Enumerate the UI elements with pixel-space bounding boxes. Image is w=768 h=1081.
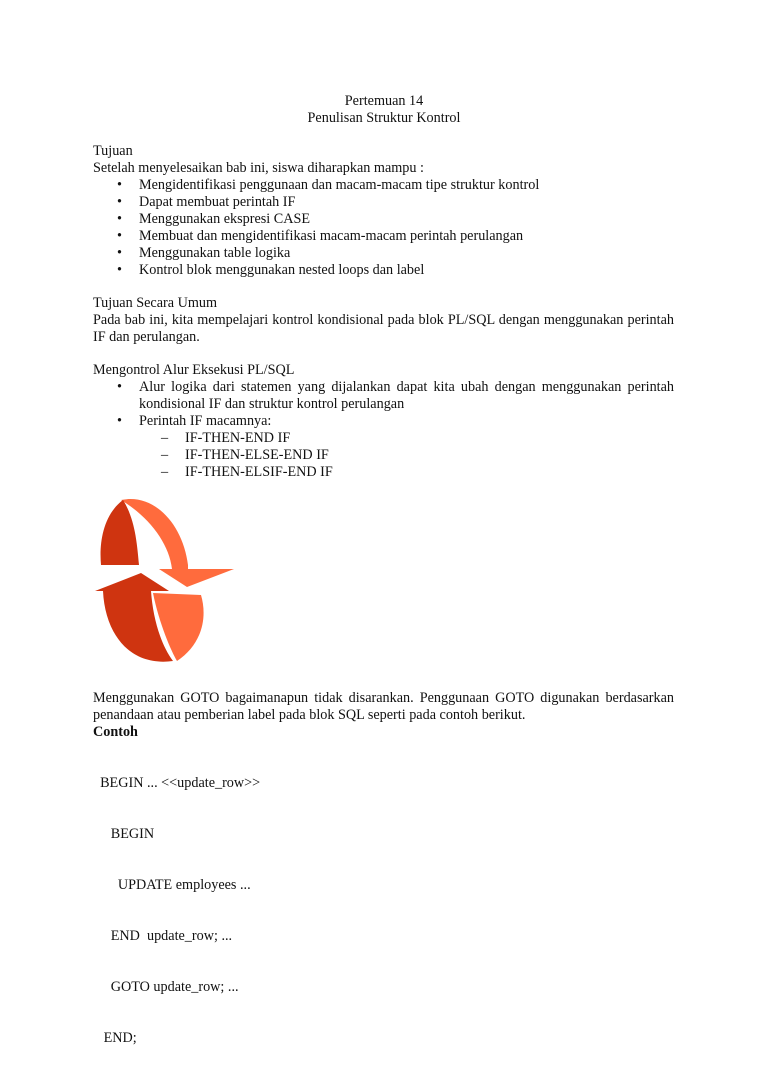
tujuan-umum-text: Pada bab ini, kita mempelajari kontrol kondisional pada blok PL/SQL dengan menggunakan perintah IF dan perulangan.: [93, 312, 674, 345]
list-item: • Menggunakan table logika: [93, 245, 674, 262]
code-line: UPDATE employees ...: [93, 877, 251, 893]
goto-text: Menggunakan GOTO bagaimanapun tidak disarankan. Penggunaan GOTO digunakan berdasarkan penandaan atau pemberian label pada blok SQL seperti pada contoh berikut.: [93, 690, 674, 723]
code-line: END update_row; ...: [93, 928, 233, 944]
section-alur: [93, 362, 674, 481]
tujuan-intro: Setelah menyelesaikan bab ini, siswa diharapkan mampu :: [93, 160, 424, 176]
section-tujuan: [93, 143, 674, 279]
list-item: – IF-THEN-END IF: [93, 430, 674, 447]
section-goto: [93, 690, 674, 741]
circular-arrows-icon: [93, 495, 237, 663]
section-tujuan-umum: [93, 295, 674, 346]
tujuan-umum-heading: Tujuan Secara Umum: [93, 295, 217, 311]
code-example: [93, 741, 260, 1081]
if-types-list: [93, 430, 674, 481]
list-item: • Alur logika dari statemen yang dijalankan dapat kita ubah dengan menggunakan perintah kondisional IF dan struktur kontrol perulangan: [93, 379, 674, 413]
tujuan-heading: Tujuan: [93, 143, 133, 159]
page-title-line2: Penulisan Struktur Kontrol: [307, 110, 461, 126]
list-item: • Perintah IF macamnya:: [93, 413, 674, 430]
code-line: END;: [93, 1030, 137, 1046]
code-line: BEGIN: [93, 826, 155, 842]
contoh-heading: Contoh: [93, 724, 138, 740]
list-item: • Membuat dan mengidentifikasi macam-macam perintah perulangan: [93, 228, 674, 245]
list-item: – IF-THEN-ELSE-END IF: [93, 447, 674, 464]
list-item: • Kontrol blok menggunakan nested loops dan label: [93, 262, 674, 279]
list-item: • Menggunakan ekspresi CASE: [93, 211, 674, 228]
page-title-line1: Pertemuan 14: [344, 93, 424, 109]
code-line: BEGIN ... <<update_row>>: [93, 775, 261, 791]
list-item: • Dapat membuat perintah IF: [93, 194, 674, 211]
list-item: – IF-THEN-ELSIF-END IF: [93, 464, 674, 481]
list-item: • Mengidentifikasi penggunaan dan macam-macam tipe struktur kontrol: [93, 177, 674, 194]
code-line: GOTO update_row; ...: [93, 979, 239, 995]
alur-heading: Mengontrol Alur Eksekusi PL/SQL: [93, 362, 295, 378]
alur-list: [93, 379, 674, 430]
tujuan-list: [93, 177, 674, 279]
